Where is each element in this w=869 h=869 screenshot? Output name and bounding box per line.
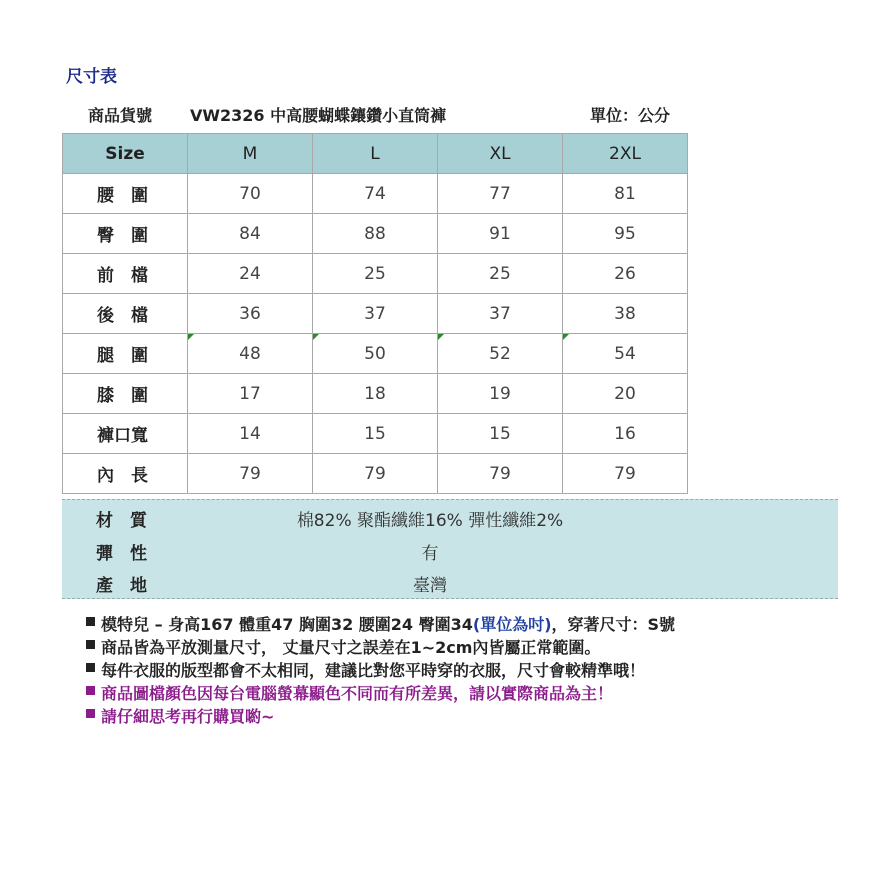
table-cell: 88 — [313, 214, 438, 254]
row-label-knee: 膝 圍 — [63, 374, 188, 414]
row-label-hip: 臀 圍 — [63, 214, 188, 254]
comment-marker-icon — [313, 334, 319, 340]
square-bullet-icon — [86, 709, 95, 718]
model-measurements: 模特兒 – 身高167 體重47 胸圍32 腰圍24 臀圍34 — [101, 615, 473, 634]
material-value: 棉82% 聚酯纖維16% 彈性纖維2% — [296, 511, 564, 531]
table-row — [63, 334, 688, 374]
fabric-info-box — [62, 499, 838, 599]
table-cell: 79 — [313, 454, 438, 494]
table-cell: 14 — [188, 414, 313, 454]
row-label-front-rise: 前 檔 — [63, 254, 188, 294]
note-text: 請仔細思考再行購買喲~ — [101, 707, 275, 726]
square-bullet-icon — [86, 686, 95, 695]
table-cell: 79 — [188, 454, 313, 494]
note-model — [86, 612, 846, 635]
cell-value: 52 — [489, 343, 511, 364]
square-bullet-icon — [86, 640, 95, 649]
row-label-hem-width: 褲口寬 — [63, 414, 188, 454]
table-cell — [438, 334, 563, 374]
table-cell: 37 — [313, 294, 438, 334]
row-label-back-rise: 後 檔 — [63, 294, 188, 334]
table-cell: 18 — [313, 374, 438, 414]
row-label-inseam: 內 長 — [63, 454, 188, 494]
table-row — [63, 294, 688, 334]
size-table — [62, 133, 688, 494]
material-label: 材 質 — [96, 511, 147, 531]
table-cell: 24 — [188, 254, 313, 294]
note-color — [86, 681, 846, 704]
stretch-row — [62, 535, 838, 565]
material-row — [62, 502, 838, 532]
table-cell: 16 — [563, 414, 688, 454]
row-label-waist: 腰 圍 — [63, 174, 188, 214]
comment-marker-icon — [438, 334, 444, 340]
note-text: 商品皆為平放測量尺寸， 丈量尺寸之誤差在1~2cm內皆屬正常範圍。 — [101, 638, 601, 657]
table-cell: 81 — [563, 174, 688, 214]
table-row — [63, 214, 688, 254]
note-text: 每件衣服的版型都會不太相同，建議比對您平時穿的衣服，尺寸會較精準哦！ — [101, 661, 646, 680]
table-cell: 79 — [438, 454, 563, 494]
square-bullet-icon — [86, 663, 95, 672]
table-row — [63, 174, 688, 214]
size-table-header — [63, 134, 688, 174]
table-cell: 38 — [563, 294, 688, 334]
table-cell: 77 — [438, 174, 563, 214]
stretch-value: 有 — [421, 544, 439, 564]
note-think — [86, 704, 846, 727]
model-size-worn: ，穿著尺寸：S號 — [551, 615, 676, 634]
table-cell: 70 — [188, 174, 313, 214]
table-cell: 17 — [188, 374, 313, 414]
table-cell: 20 — [563, 374, 688, 414]
header-2xl: 2XL — [563, 134, 688, 174]
cell-value: 54 — [614, 343, 636, 364]
note-text — [101, 612, 675, 635]
page-title: 尺寸表 — [66, 67, 117, 87]
table-cell: 95 — [563, 214, 688, 254]
table-cell: 37 — [438, 294, 563, 334]
table-cell: 25 — [313, 254, 438, 294]
table-row — [63, 374, 688, 414]
stretch-label: 彈 性 — [96, 544, 147, 564]
unit-label: 單位：公分 — [590, 106, 671, 125]
origin-value: 臺灣 — [413, 576, 447, 596]
square-bullet-icon — [86, 617, 95, 626]
note-fit — [86, 658, 846, 681]
header-size: Size — [63, 134, 188, 174]
model-unit-hint: (單位為吋) — [472, 615, 552, 634]
cell-value: 50 — [364, 343, 386, 364]
product-code-label: 商品貨號 — [88, 106, 153, 125]
table-cell: 19 — [438, 374, 563, 414]
origin-row — [62, 567, 838, 597]
table-row — [63, 254, 688, 294]
comment-marker-icon — [563, 334, 569, 340]
table-cell: 79 — [563, 454, 688, 494]
header-m: M — [188, 134, 313, 174]
row-label-thigh: 腿 圍 — [63, 334, 188, 374]
table-cell — [313, 334, 438, 374]
note-measurement — [86, 635, 846, 658]
table-cell: 25 — [438, 254, 563, 294]
comment-marker-icon — [188, 334, 194, 340]
table-cell: 36 — [188, 294, 313, 334]
product-info-line — [88, 103, 688, 125]
table-cell: 74 — [313, 174, 438, 214]
product-code-name: VW2326 中高腰蝴蝶鑲鑽小直筒褲 — [190, 106, 447, 125]
table-cell: 91 — [438, 214, 563, 254]
table-row — [63, 454, 688, 494]
table-cell: 15 — [438, 414, 563, 454]
note-text: 商品圖檔顏色因每台電腦螢幕顯色不同而有所差異，請以實際商品為主！ — [101, 684, 614, 703]
table-cell — [188, 334, 313, 374]
table-cell: 26 — [563, 254, 688, 294]
cell-value: 48 — [239, 343, 261, 364]
header-l: L — [313, 134, 438, 174]
notes-list — [86, 612, 846, 727]
table-cell: 84 — [188, 214, 313, 254]
table-cell: 15 — [313, 414, 438, 454]
header-xl: XL — [438, 134, 563, 174]
origin-label: 產 地 — [96, 576, 147, 596]
table-row — [63, 414, 688, 454]
table-cell — [563, 334, 688, 374]
